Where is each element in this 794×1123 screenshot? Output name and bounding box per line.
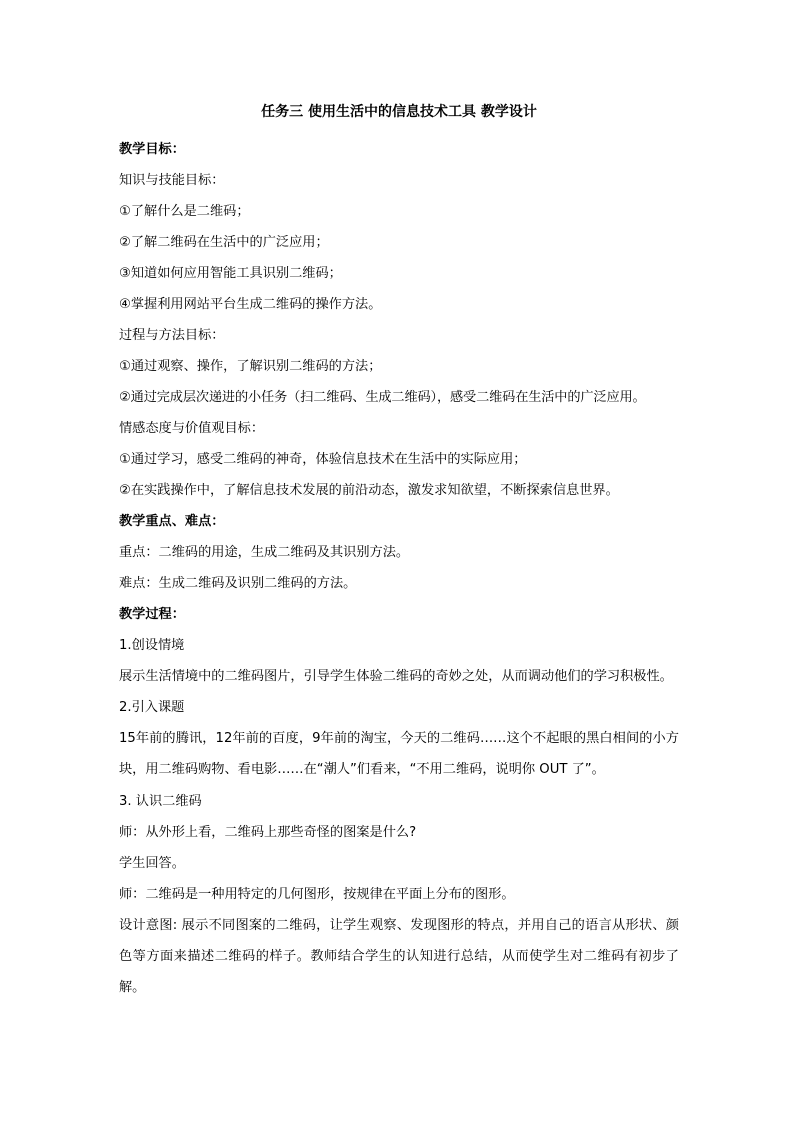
knowledge-heading: 知识与技能目标： [119,173,225,188]
difficulty-text: 难点：生成二维码及识别二维码的方法。 [119,576,357,591]
knowledge-item: ②了解二维码在生活中的广泛应用； [119,235,329,250]
knowledge-item: ①了解什么是二维码； [119,204,250,219]
process-steps-heading: 教学过程： [119,607,185,622]
step2-text: 15年前的腾讯，12年前的百度，9年前的淘宝，今天的二维码……这个不起眼的黑白相间的小方块，用二维码购物、看电影……在“潮人”们看来，“不用二维码，说明你 OUT 了”。 [119,731,679,778]
objectives-heading: 教学目标： [119,142,185,157]
emotion-heading: 情感态度与价值观目标： [119,421,265,436]
knowledge-item: ④掌握利用网站平台生成二维码的操作方法。 [119,297,382,312]
knowledge-item: ③知道如何应用智能工具识别二维码； [119,266,342,281]
student-answer: 学生回答。 [119,855,185,871]
keypoints-heading: 教学重点、难点： [119,514,225,529]
emotion-item: ②在实践操作中，了解信息技术发展的前沿动态，激发求知欲望，不断探索信息世界。 [119,483,619,498]
step1-text: 展示生活情境中的二维码图片，引导学生体验二维码的奇妙之处，从而调动他们的学习积极性。 [119,669,673,684]
process-item: ②通过完成层次递进的小任务（扫二维码、生成二维码），感受二维码在生活中的广泛应用。 [119,390,646,405]
process-item: ①通过观察、操作，了解识别二维码的方法； [119,359,382,374]
teacher-question: 师：从外形上看，二维码上那些奇怪的图案是什么? [119,824,417,840]
step3-heading: 3. 认识二维码 [119,793,202,809]
document-page [119,102,679,1003]
document-title: 任务三 使用生活中的信息技术工具 教学设计 [261,104,537,120]
step2-heading: 2.引入课题 [119,700,185,716]
process-heading: 过程与方法目标： [119,328,225,343]
emotion-item: ①通过学习，感受二维码的神奇，体验信息技术在生活中的实际应用； [119,452,527,467]
design-intent: 设计意图: 展示不同图案的二维码，让学生观察、发现图形的特点，并用自己的语言从形状、颜色等方面来描述二维码的样子。教师结合学生的认知进行总结，从而使学生对二维码有初步了解。 [119,917,679,996]
keypoint-text: 重点：二维码的用途，生成二维码及其识别方法。 [119,545,410,560]
step1-heading: 1.创设情境 [119,638,185,653]
teacher-answer: 师：二维码是一种用特定的几何图形，按规律在平面上分布的图形。 [119,886,515,902]
